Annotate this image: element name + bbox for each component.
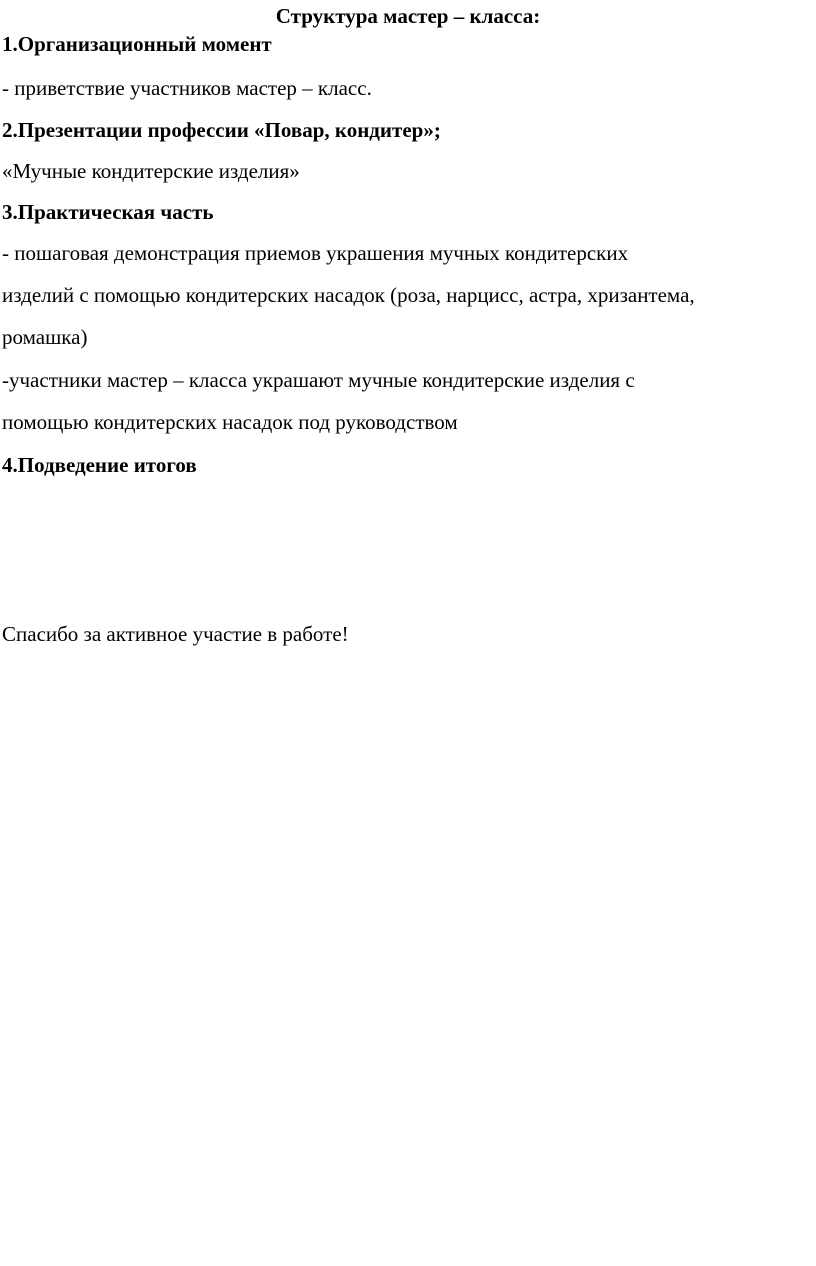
section-3-text-line-3: ромашка)	[2, 325, 88, 349]
section-3-text-line-4: -участники мастер – класса украшают мучные кондитерские изделия с	[2, 368, 635, 392]
section-1-text: - приветствие участников мастер – класс.	[2, 76, 372, 100]
closing-text: Спасибо за активное участие в работе!	[2, 622, 349, 646]
section-3-text-line-1: - пошаговая демонстрация приемов украшения мучных кондитерских	[2, 241, 629, 265]
section-1-heading: 1.Организационный момент	[2, 32, 272, 56]
section-2-text: «Мучные кондитерские изделия»	[2, 159, 300, 183]
section-4-heading: 4.Подведение итогов	[2, 453, 197, 477]
section-2-heading: 2.Презентации профессии «Повар, кондитер»;	[2, 118, 441, 142]
section-3-text-line-5: помощью кондитерских насадок под руководством	[2, 410, 458, 434]
document-title: Структура мастер – класса:	[275, 4, 541, 28]
section-3-text-line-2: изделий с помощью кондитерских насадок (роза, нарцисс, астра, хризантема,	[2, 283, 695, 307]
section-3-heading: 3.Практическая часть	[2, 200, 214, 224]
